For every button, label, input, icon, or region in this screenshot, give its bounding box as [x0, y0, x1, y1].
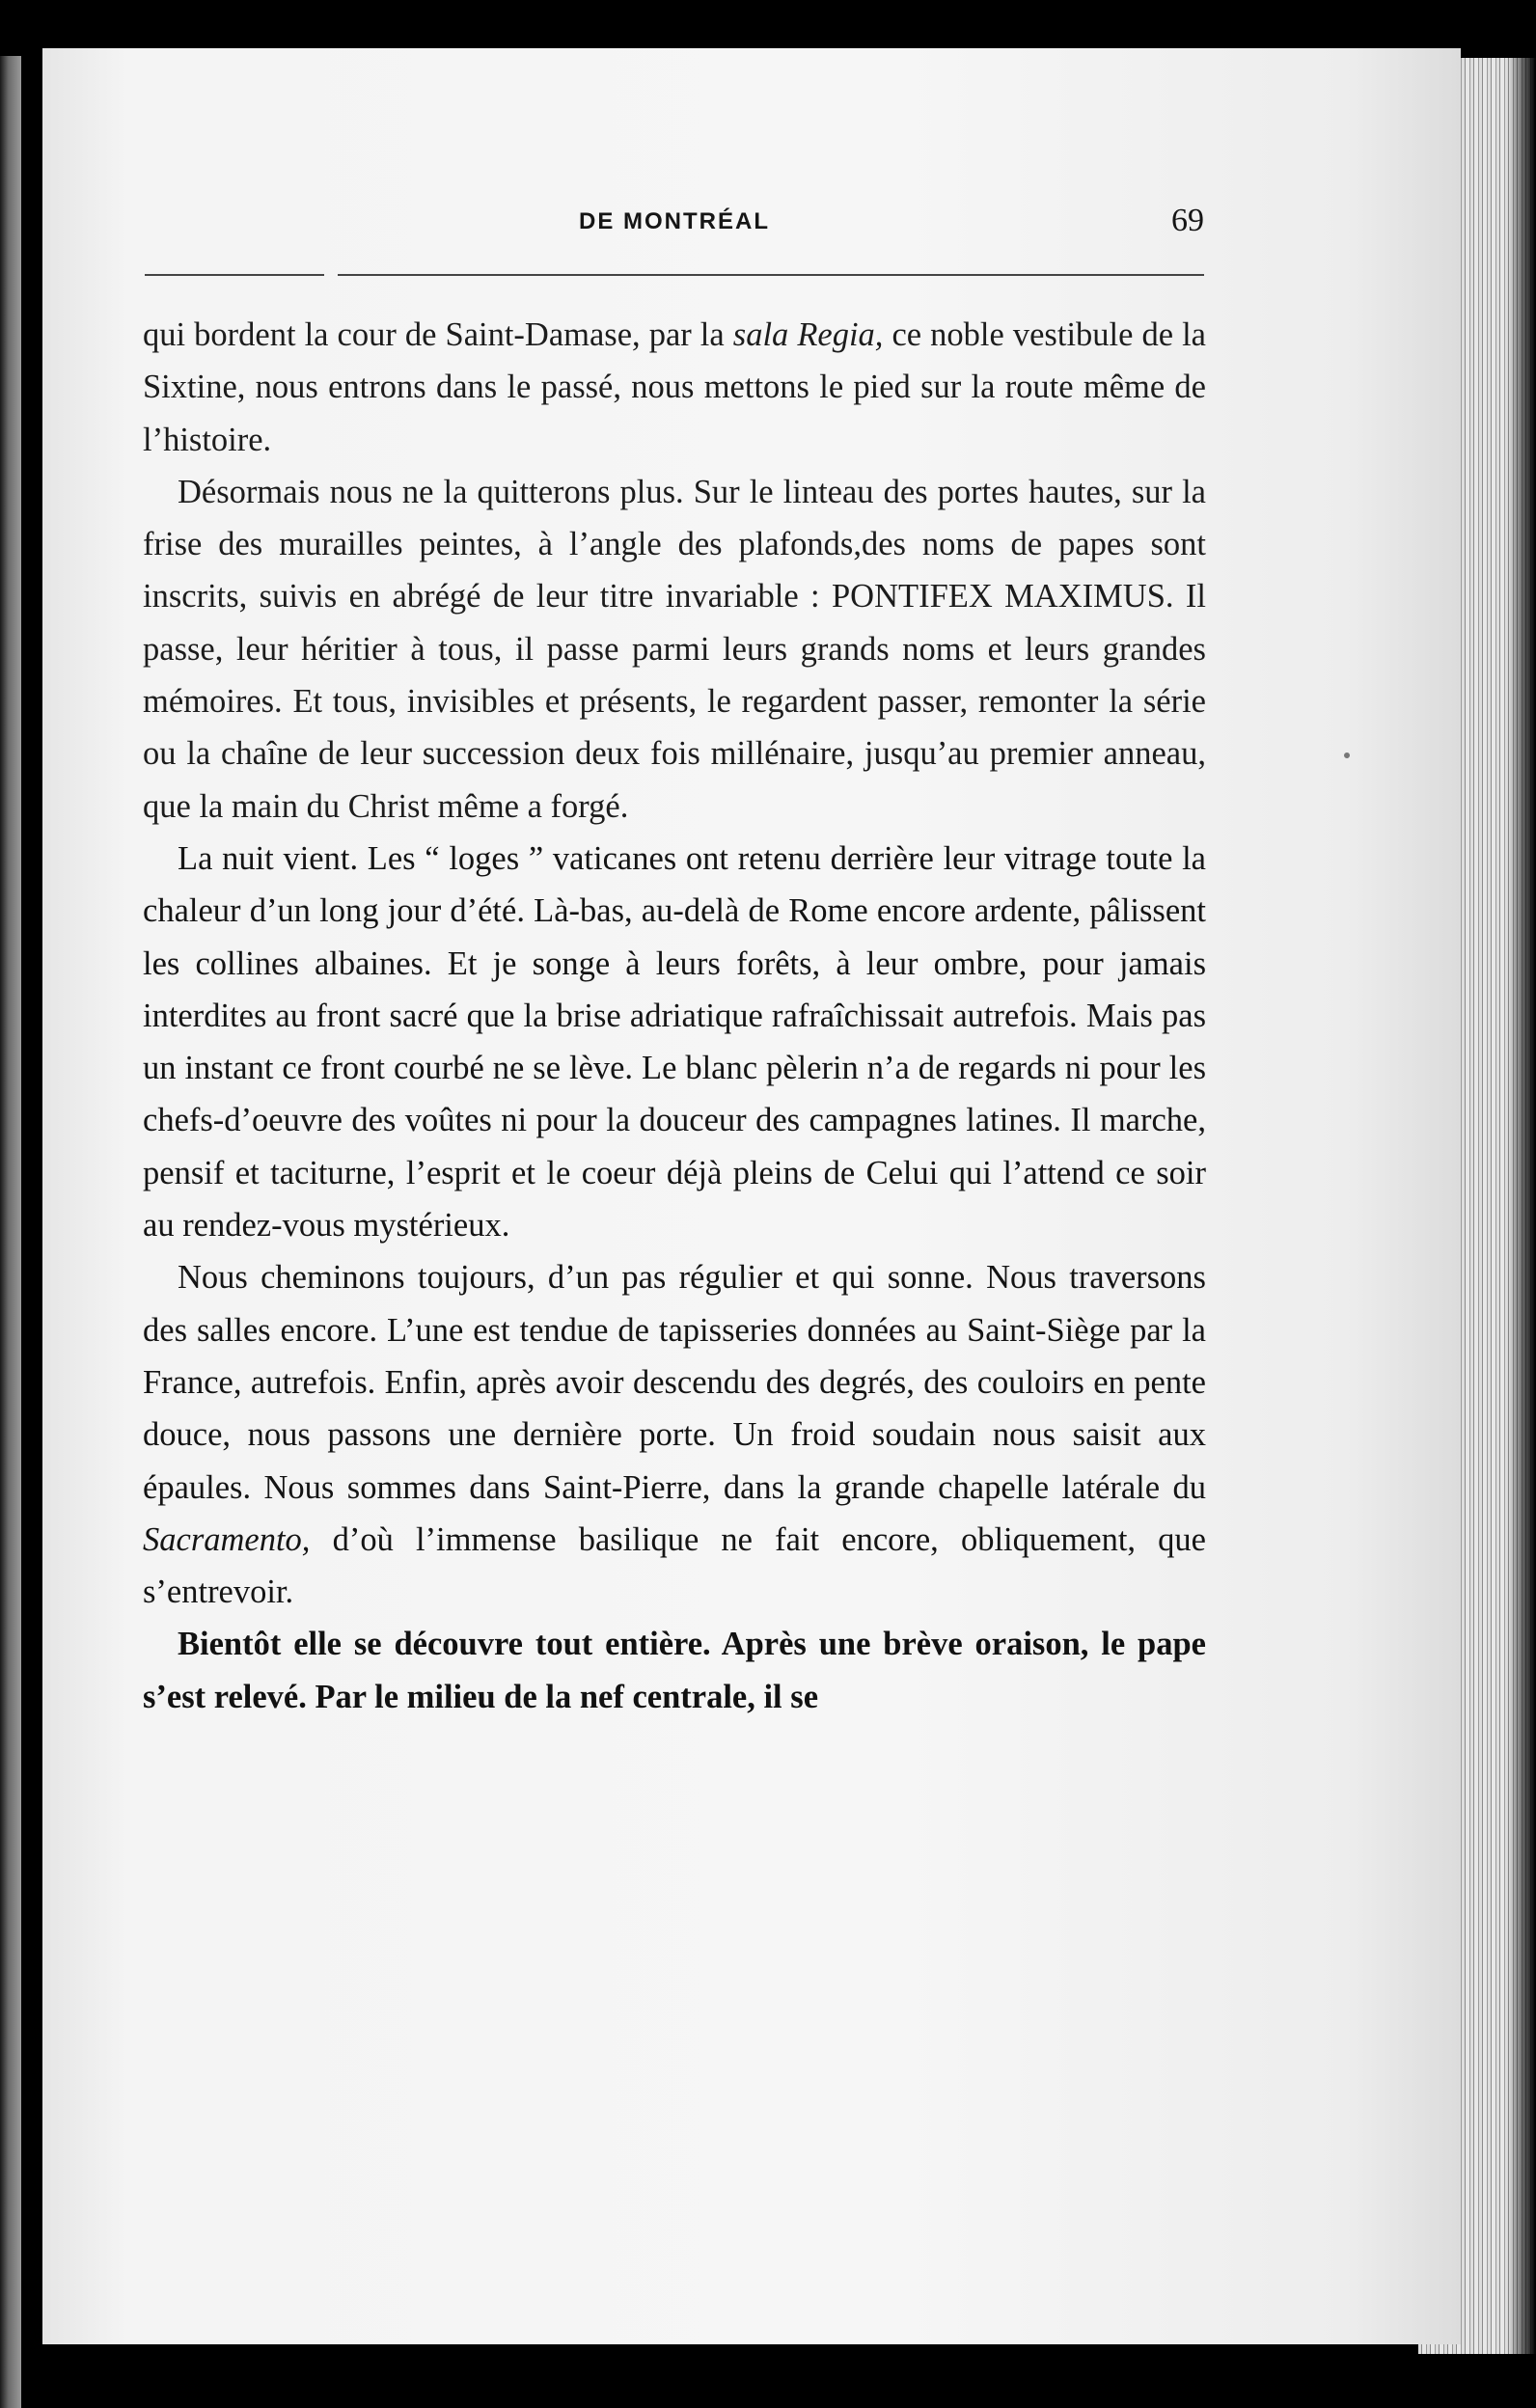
paragraph-text: d’où l’immense basilique ne fait encore, obliquement, que s’entrevoir. [143, 1520, 1206, 1611]
page-header [145, 203, 1204, 251]
paragraph [143, 1251, 1206, 1618]
paragraph-text: ce noble vestibule de la Sixtine, nous entrons dans le passé, nous mettons le pied sur la route même de l’histoire. [143, 316, 1206, 458]
header-rule-left [145, 274, 324, 276]
italic-phrase: Sacramento, [143, 1520, 311, 1558]
previous-page-edge [0, 56, 21, 2408]
paragraph-text: Nous cheminons toujours, d’un pas régulier et qui sonne. Nous traversons des salles encore. L’une est tendue de tapisseries données au Saint-Siège par la France, autrefois. Enfin, après avoir descendu des degrés, des couloirs en pente douce, nous passons une dernière porte. Un froid soudain nous saisit aux épaules. Nous sommes dans Saint-Pierre, dans la grande chapelle latérale du [143, 1259, 1206, 1506]
paper-speck [1344, 752, 1350, 758]
paragraph [143, 309, 1206, 466]
paragraph-text: qui bordent la cour de Saint-Damase, par la [143, 316, 733, 353]
paragraph: Désormais nous ne la quitterons plus. Sur le linteau des portes hautes, sur la frise des murailles peintes, à l’angle des plafonds,des noms de papes sont inscrits, suivis en abrégé de leur titre invariable : PONTIFEX MAXIMUS. Il passe, leur héritier à tous, il passe parmi leurs grands noms et leurs grandes mémoires. Et tous, invisibles et présents, le regardent passer, remonter la série ou la chaîne de leur succession deux fois millénaire, jusqu’au premier anneau, que la main du Christ même a forgé. [143, 473, 1206, 825]
page-number: 69 [1171, 203, 1204, 238]
body-text [143, 309, 1206, 1723]
running-title: DE MONTRÉAL [579, 208, 770, 234]
italic-phrase: sala Regia, [732, 316, 884, 353]
paragraph: Bientôt elle se découvre tout entière. Après une brève oraison, le pape s’est relevé. Par le milieu de la nef centrale, il se [143, 1626, 1206, 1715]
paragraph: La nuit vient. Les “ loges ” vaticanes ont retenu derrière leur vitrage toute la chaleur d’un long jour d’été. Là-bas, au-delà de Rome encore ardente, pâlissent les collines albaines. Et je songe à leurs forêts, à leur ombre, pour jamais interdites au front sacré que la brise adriatique rafraîchissait autrefois. Mais pas un instant ce front courbé ne se lève. Le blanc pèlerin n’a de regards ni pour les chefs-d’oeuvre des voûtes ni pour la douceur des campagnes latines. Il marche, pensif et taciturne, l’esprit et le coeur déjà pleins de Celui qui l’attend ce soir au rendez-vous mystérieux. [143, 839, 1206, 1245]
header-rule-right [338, 274, 1204, 276]
